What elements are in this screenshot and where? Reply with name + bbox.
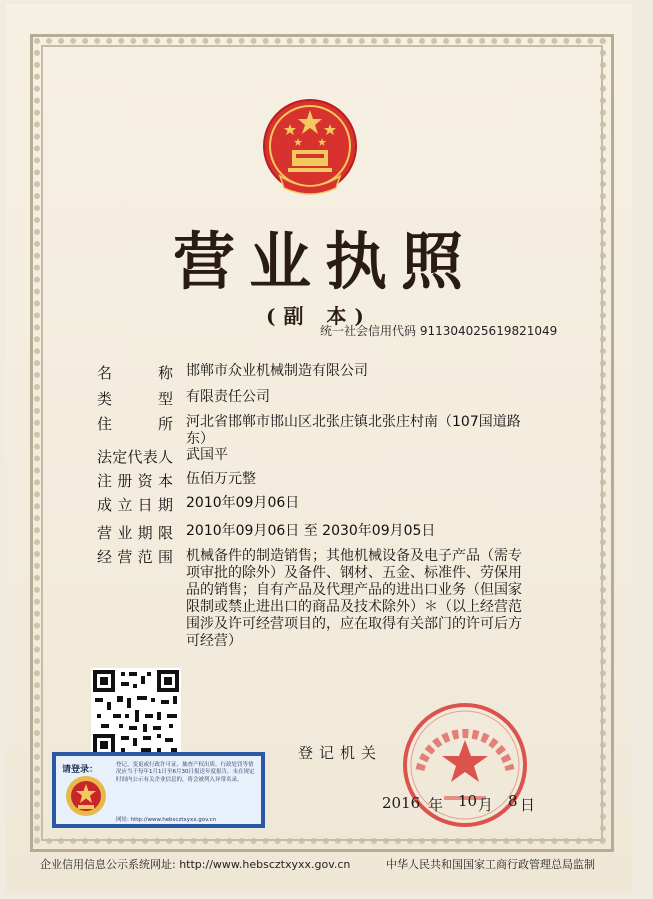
field-value-address: 河北省邯郸市邯山区北张庄镇北张庄村南（107国道路东） [186,414,521,447]
footer-system-url: 企业信用信息公示系统网址: http://www.hebscztxyxx.gov.cn [40,858,351,871]
footer-issuer: 中华人民共和国国家工商行政管理总局监制 [386,858,595,871]
field-label-established: 成立日期 [97,496,173,514]
field-value-established: 2010年09月06日 [186,495,300,511]
notice-url: 网址: http://www.hebscztxyxx.gov.cn [116,817,217,823]
credit-code-value: 911304025619821049 [419,324,558,338]
field-value-capital: 伍佰万元整 [186,471,256,487]
field-value-name: 邯郸市众业机械制造有限公司 [186,363,368,379]
field-value-term: 2010年09月06日 至 2030年09月05日 [186,523,436,539]
field-value-legal-rep: 武国平 [186,447,228,463]
issue-date-month: 10 [458,792,478,810]
issue-date-year: 2016 [382,794,421,812]
national-emblem-icon [260,96,360,200]
field-value-type: 有限责任公司 [186,389,270,405]
field-label-scope: 经营范围 [97,548,173,566]
notice-panel [52,752,265,828]
notice-body: 登记、变更或行政许可证、抽查产权出质、行政处罚等情况应当于每年1月1日至6月30日报送年度报告，未在规定时间内公示有关企业信息的，将会被列入异常名录。 [116,762,255,783]
issue-date-day: 8 [508,792,518,810]
registration-authority: 登记机关 [298,744,383,762]
issue-date-day-unit: 日 [520,796,536,814]
notice-heading: 请登录： [62,765,99,775]
qr-code [91,668,181,758]
field-label-name: 名 称 [97,364,173,382]
field-label-term: 营业期限 [97,524,173,542]
field-label-type: 类 型 [97,390,173,408]
notice-panel-inner [56,756,261,824]
field-label-address: 住 所 [97,415,173,433]
aic-emblem-icon [64,774,108,818]
document-title: 营业执照 [172,225,477,298]
field-label-legal-rep: 法定代表人 [97,448,173,466]
field-label-capital: 注册资本 [97,472,173,490]
issue-date-year-unit: 年 [428,796,444,814]
credit-code-label: 统一社会信用代码 [320,324,417,338]
issue-date-month-unit: 月 [478,796,494,814]
document-subtitle: (副 本) [266,304,372,328]
credit-code-line [320,322,557,339]
field-value-scope: 机械备件的制造销售；其他机械设备及电子产品（需专项审批的除外）及备件、钢材、五金、标准件、劳保用品的销售；自有产品及代理产品的进出口业务（但国家限制或禁止进出口的商品及技术除外）＊（以上经营范围涉及许可经营项目的，应在取得有关部门的许可后方可经营） [186,548,522,649]
